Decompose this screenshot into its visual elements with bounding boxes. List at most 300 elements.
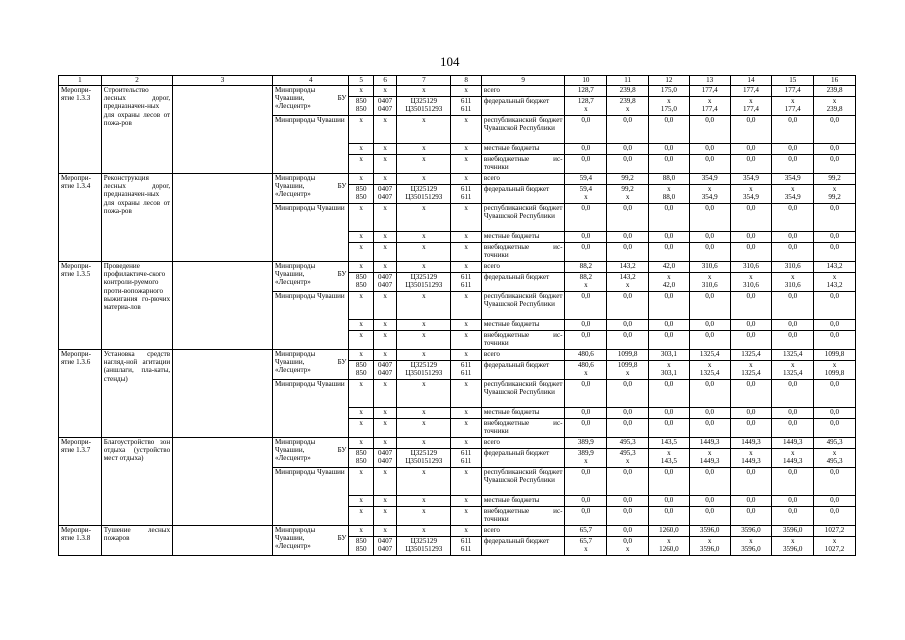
budget-code-cell: х bbox=[349, 380, 373, 408]
amount-cell: 0,0 bbox=[814, 468, 856, 496]
amount-cell: 0,0 bbox=[565, 496, 607, 507]
amount-cell: 0,0 bbox=[607, 380, 649, 408]
measure-label: Меропри-ятие 1.3.8 bbox=[59, 526, 102, 556]
funding-source-cell: внебюджетные ис-точники bbox=[481, 331, 565, 350]
amount-cell: 0,0 bbox=[814, 292, 856, 320]
budget-code-cell: 0407 0407 bbox=[373, 449, 396, 468]
amount-cell: 3596,0 bbox=[730, 526, 772, 537]
budget-code-cell: 850 850 bbox=[349, 185, 373, 204]
measure-empty-cell bbox=[173, 262, 273, 350]
amount-cell: 3596,0 bbox=[772, 526, 814, 537]
budget-code-cell: х bbox=[349, 262, 373, 273]
budget-code-cell: х bbox=[373, 204, 396, 232]
budget-code-cell: х bbox=[397, 331, 451, 350]
executor-cell: Минприроды Чувашии, БУ «Лесцентр» bbox=[273, 262, 349, 292]
amount-cell: 1099,8 х bbox=[607, 361, 649, 380]
budget-code-cell: х bbox=[397, 174, 451, 185]
funding-source-cell: местные бюджеты bbox=[481, 320, 565, 331]
table-row bbox=[59, 86, 856, 97]
amount-cell: х 177,4 bbox=[772, 97, 814, 116]
budget-code-cell: х bbox=[397, 155, 451, 174]
amount-cell: 0,0 bbox=[814, 232, 856, 243]
funding-source-cell: республиканский бюджет Чувашской Республики bbox=[481, 468, 565, 496]
amount-cell: 88,2 bbox=[565, 262, 607, 273]
amount-cell: х 354,9 bbox=[730, 185, 772, 204]
budget-code-cell: х bbox=[451, 507, 482, 526]
amount-cell: 480,6 bbox=[565, 350, 607, 361]
amount-cell: 0,0 bbox=[649, 116, 690, 144]
budget-code-cell: х bbox=[397, 350, 451, 361]
executor-cell: Минприроды Чувашии, БУ «Лесцентр» bbox=[273, 86, 349, 116]
amount-cell: х 495,3 bbox=[814, 449, 856, 468]
amount-cell: 0,0 bbox=[689, 419, 730, 438]
budget-code-cell: х bbox=[349, 232, 373, 243]
funding-source-cell: федеральный бюджет bbox=[481, 537, 565, 556]
budget-code-cell: Ц325129 Ц350151293 bbox=[397, 537, 451, 556]
amount-cell: 0,0 bbox=[607, 419, 649, 438]
budget-code-cell: х bbox=[373, 408, 396, 419]
funding-source-cell: федеральный бюджет bbox=[481, 97, 565, 116]
amount-cell: 0,0 bbox=[814, 419, 856, 438]
funding-source-cell: федеральный бюджет bbox=[481, 273, 565, 292]
amount-cell: 0,0 bbox=[689, 380, 730, 408]
budget-code-cell: х bbox=[373, 438, 396, 449]
amount-cell: 0,0 bbox=[730, 292, 772, 320]
budget-code-cell: х bbox=[397, 204, 451, 232]
amount-cell: 0,0 bbox=[730, 419, 772, 438]
budget-code-cell: х bbox=[349, 174, 373, 185]
amount-cell: х 1325,4 bbox=[772, 361, 814, 380]
amount-cell: 1027,2 bbox=[814, 526, 856, 537]
amount-cell: 0,0 bbox=[649, 155, 690, 174]
amount-cell: 0,0 bbox=[772, 507, 814, 526]
budget-code-cell: х bbox=[349, 116, 373, 144]
table-row bbox=[59, 262, 856, 273]
budget-code-cell: х bbox=[349, 438, 373, 449]
amount-cell: 0,0 bbox=[730, 204, 772, 232]
amount-cell: 303,1 bbox=[649, 350, 690, 361]
budget-code-cell: х bbox=[451, 350, 482, 361]
budget-code-cell: х bbox=[397, 232, 451, 243]
measure-empty-cell bbox=[173, 526, 273, 556]
budget-code-cell: х bbox=[397, 320, 451, 331]
amount-cell: х 1449,3 bbox=[689, 449, 730, 468]
amount-cell: 0,0 bbox=[607, 507, 649, 526]
amount-cell: 42,0 bbox=[649, 262, 690, 273]
executor-cell: Минприроды Чувашии bbox=[273, 204, 349, 262]
funding-source-cell: федеральный бюджет bbox=[481, 185, 565, 204]
amount-cell: х 143,5 bbox=[649, 449, 690, 468]
amount-cell: х 354,9 bbox=[772, 185, 814, 204]
amount-cell: 0,0 bbox=[565, 408, 607, 419]
amount-cell: 0,0 bbox=[814, 320, 856, 331]
budget-code-cell: 0407 0407 bbox=[373, 273, 396, 292]
amount-cell: 143,2 bbox=[607, 262, 649, 273]
budget-code-cell: х bbox=[451, 496, 482, 507]
amount-cell: 0,0 х bbox=[607, 537, 649, 556]
budget-code-cell: х bbox=[451, 86, 482, 97]
budget-code-cell: 611 611 bbox=[451, 273, 482, 292]
header-cell: 16 bbox=[814, 76, 856, 86]
measure-label: Меропри-ятие 1.3.5 bbox=[59, 262, 102, 350]
amount-cell: 1260,0 bbox=[649, 526, 690, 537]
budget-code-cell: 611 611 bbox=[451, 449, 482, 468]
amount-cell: 0,0 bbox=[649, 232, 690, 243]
amount-cell: 1099,8 bbox=[814, 350, 856, 361]
budget-code-cell: х bbox=[373, 144, 396, 155]
amount-cell: 0,0 bbox=[607, 408, 649, 419]
amount-cell: х 3596,0 bbox=[772, 537, 814, 556]
amount-cell: 1325,4 bbox=[772, 350, 814, 361]
budget-code-cell: х bbox=[451, 331, 482, 350]
amount-cell: 495,3 bbox=[607, 438, 649, 449]
amount-cell: 0,0 bbox=[607, 155, 649, 174]
amount-cell: 0,0 bbox=[607, 526, 649, 537]
amount-cell: 128,7 bbox=[565, 86, 607, 97]
amount-cell: 389,9 bbox=[565, 438, 607, 449]
table-body bbox=[59, 76, 856, 556]
funding-source-cell: всего bbox=[481, 438, 565, 449]
amount-cell: 480,6 х bbox=[565, 361, 607, 380]
amount-cell: х 3596,0 bbox=[730, 537, 772, 556]
amount-cell: 0,0 bbox=[772, 496, 814, 507]
amount-cell: 0,0 bbox=[649, 243, 690, 262]
budget-code-cell: х bbox=[373, 262, 396, 273]
amount-cell: 0,0 bbox=[814, 496, 856, 507]
amount-cell: 0,0 bbox=[772, 243, 814, 262]
amount-cell: х 310,6 bbox=[730, 273, 772, 292]
budget-code-cell: х bbox=[397, 438, 451, 449]
budget-code-cell: х bbox=[451, 262, 482, 273]
amount-cell: 0,0 bbox=[730, 331, 772, 350]
budget-code-cell: х bbox=[373, 155, 396, 174]
measure-label: Меропри-ятие 1.3.6 bbox=[59, 350, 102, 438]
budget-code-cell: х bbox=[451, 232, 482, 243]
budget-code-cell: х bbox=[373, 232, 396, 243]
budget-code-cell: 0407 0407 bbox=[373, 537, 396, 556]
amount-cell: 0,0 bbox=[565, 116, 607, 144]
budget-code-cell: х bbox=[373, 496, 396, 507]
amount-cell: 0,0 bbox=[649, 204, 690, 232]
amount-cell: 0,0 bbox=[689, 155, 730, 174]
budget-code-cell: х bbox=[397, 419, 451, 438]
amount-cell: 310,6 bbox=[730, 262, 772, 273]
measure-empty-cell bbox=[173, 174, 273, 262]
budget-code-cell: х bbox=[451, 292, 482, 320]
budget-code-cell: х bbox=[373, 468, 396, 496]
budget-code-cell: 611 611 bbox=[451, 361, 482, 380]
amount-cell: 0,0 bbox=[607, 144, 649, 155]
budget-code-cell: х bbox=[349, 408, 373, 419]
amount-cell: 0,0 bbox=[565, 419, 607, 438]
amount-cell: 0,0 bbox=[689, 232, 730, 243]
amount-cell: 65,7 х bbox=[565, 537, 607, 556]
measure-label: Меропри-ятие 1.3.4 bbox=[59, 174, 102, 262]
amount-cell: 0,0 bbox=[565, 243, 607, 262]
amount-cell: 0,0 bbox=[649, 496, 690, 507]
amount-cell: х 1325,4 bbox=[730, 361, 772, 380]
measure-empty-cell bbox=[173, 438, 273, 526]
amount-cell: 143,2 bbox=[814, 262, 856, 273]
amount-cell: 0,0 bbox=[649, 468, 690, 496]
budget-code-cell: х bbox=[349, 526, 373, 537]
amount-cell: 0,0 bbox=[649, 292, 690, 320]
funding-source-cell: всего bbox=[481, 350, 565, 361]
amount-cell: 1325,4 bbox=[730, 350, 772, 361]
budget-code-cell: х bbox=[349, 507, 373, 526]
budget-code-cell: Ц325129 Ц350151293 bbox=[397, 185, 451, 204]
amount-cell: х 239,8 bbox=[814, 97, 856, 116]
budget-code-cell: х bbox=[373, 507, 396, 526]
header-cell: 8 bbox=[451, 76, 482, 86]
budget-code-cell: х bbox=[397, 86, 451, 97]
budget-code-cell: х bbox=[397, 408, 451, 419]
amount-cell: 0,0 bbox=[649, 419, 690, 438]
budget-code-cell: х bbox=[373, 86, 396, 97]
header-row bbox=[59, 76, 856, 86]
amount-cell: 1325,4 bbox=[689, 350, 730, 361]
funding-source-cell: всего bbox=[481, 86, 565, 97]
budget-code-cell: х bbox=[397, 262, 451, 273]
budget-code-cell: х bbox=[349, 331, 373, 350]
header-cell: 3 bbox=[173, 76, 273, 86]
budget-code-cell: 850 850 bbox=[349, 273, 373, 292]
amount-cell: 310,6 bbox=[772, 262, 814, 273]
budget-code-cell: х bbox=[349, 468, 373, 496]
header-cell: 11 bbox=[607, 76, 649, 86]
amount-cell: 310,6 bbox=[689, 262, 730, 273]
amount-cell: 495,3 х bbox=[607, 449, 649, 468]
amount-cell: 175,0 bbox=[649, 86, 690, 97]
amount-cell: 0,0 bbox=[607, 232, 649, 243]
measure-name: Установка средств нагляд-ной агитации (аншлаги, пла-каты, стенды) bbox=[101, 350, 172, 438]
amount-cell: 0,0 bbox=[814, 331, 856, 350]
amount-cell: 0,0 bbox=[607, 243, 649, 262]
amount-cell: 0,0 bbox=[689, 116, 730, 144]
measure-name: Реконструкция лесных дорог, предназначен-ных для охраны лесов от пожа-ров bbox=[101, 174, 172, 262]
amount-cell: 354,9 bbox=[730, 174, 772, 185]
table-row bbox=[59, 174, 856, 185]
budget-code-cell: х bbox=[397, 468, 451, 496]
budget-code-cell: Ц325129 Ц350151293 bbox=[397, 361, 451, 380]
funding-source-cell: внебюджетные ис-точники bbox=[481, 155, 565, 174]
budget-code-cell: Ц325129 Ц350151293 bbox=[397, 449, 451, 468]
header-cell: 14 bbox=[730, 76, 772, 86]
budget-code-cell: х bbox=[397, 292, 451, 320]
amount-cell: 0,0 bbox=[565, 507, 607, 526]
amount-cell: 0,0 bbox=[814, 243, 856, 262]
amount-cell: 0,0 bbox=[772, 232, 814, 243]
amount-cell: 0,0 bbox=[649, 331, 690, 350]
funding-source-cell: всего bbox=[481, 262, 565, 273]
amount-cell: 239,8 х bbox=[607, 97, 649, 116]
amount-cell: 495,3 bbox=[814, 438, 856, 449]
budget-code-cell: х bbox=[373, 243, 396, 262]
amount-cell: 0,0 bbox=[730, 116, 772, 144]
amount-cell: 0,0 bbox=[730, 243, 772, 262]
budget-code-cell: х bbox=[349, 320, 373, 331]
budget-code-cell: х bbox=[451, 408, 482, 419]
amount-cell: 0,0 bbox=[814, 116, 856, 144]
amount-cell: 1449,3 bbox=[689, 438, 730, 449]
amount-cell: 0,0 bbox=[814, 155, 856, 174]
amount-cell: 0,0 bbox=[565, 144, 607, 155]
amount-cell: 0,0 bbox=[565, 292, 607, 320]
amount-cell: 177,4 bbox=[730, 86, 772, 97]
funding-source-cell: местные бюджеты bbox=[481, 144, 565, 155]
executor-cell: Минприроды Чувашии bbox=[273, 292, 349, 350]
amount-cell: х 177,4 bbox=[689, 97, 730, 116]
amount-cell: 0,0 bbox=[689, 204, 730, 232]
funding-source-cell: республиканский бюджет Чувашской Республики bbox=[481, 292, 565, 320]
executor-cell: Минприроды Чувашии, БУ «Лесцентр» bbox=[273, 526, 349, 556]
funding-source-cell: внебюджетные ис-точники bbox=[481, 507, 565, 526]
amount-cell: 0,0 bbox=[730, 408, 772, 419]
amount-cell: 0,0 bbox=[649, 320, 690, 331]
amount-cell: 0,0 bbox=[730, 496, 772, 507]
budget-code-cell: х bbox=[451, 419, 482, 438]
amount-cell: 0,0 bbox=[689, 331, 730, 350]
budget-code-cell: х bbox=[349, 350, 373, 361]
budget-table bbox=[58, 75, 856, 556]
funding-source-cell: местные бюджеты bbox=[481, 232, 565, 243]
amount-cell: 0,0 bbox=[565, 380, 607, 408]
budget-code-cell: х bbox=[397, 144, 451, 155]
executor-cell: Минприроды Чувашии bbox=[273, 116, 349, 174]
amount-cell: 0,0 bbox=[772, 155, 814, 174]
amount-cell: 0,0 bbox=[772, 292, 814, 320]
budget-code-cell: х bbox=[373, 116, 396, 144]
table-row bbox=[59, 438, 856, 449]
page-number: 104 bbox=[440, 54, 460, 69]
amount-cell: 0,0 bbox=[565, 331, 607, 350]
budget-code-cell: х bbox=[451, 204, 482, 232]
amount-cell: 0,0 bbox=[689, 144, 730, 155]
header-cell: 15 bbox=[772, 76, 814, 86]
amount-cell: 3596,0 bbox=[689, 526, 730, 537]
header-cell: 9 bbox=[481, 76, 565, 86]
amount-cell: 0,0 bbox=[565, 204, 607, 232]
amount-cell: 0,0 bbox=[772, 144, 814, 155]
amount-cell: 0,0 bbox=[607, 496, 649, 507]
budget-code-cell: 0407 0407 bbox=[373, 97, 396, 116]
funding-source-cell: всего bbox=[481, 174, 565, 185]
amount-cell: 0,0 bbox=[689, 292, 730, 320]
funding-source-cell: федеральный бюджет bbox=[481, 449, 565, 468]
budget-code-cell: 611 611 bbox=[451, 185, 482, 204]
amount-cell: х 1449,3 bbox=[730, 449, 772, 468]
amount-cell: 0,0 bbox=[772, 320, 814, 331]
amount-cell: 0,0 bbox=[814, 204, 856, 232]
amount-cell: 88,2 х bbox=[565, 273, 607, 292]
amount-cell: х 303,1 bbox=[649, 361, 690, 380]
amount-cell: 0,0 bbox=[689, 243, 730, 262]
budget-code-cell: х bbox=[373, 292, 396, 320]
amount-cell: 0,0 bbox=[565, 155, 607, 174]
budget-code-cell: х bbox=[373, 331, 396, 350]
measure-name: Проведение профилактиче-ского контроли-руемого проти-вопожарного выжигания го-рючих материа-лов bbox=[101, 262, 172, 350]
budget-code-cell: х bbox=[349, 496, 373, 507]
budget-code-cell: х bbox=[349, 292, 373, 320]
budget-code-cell: 611 611 bbox=[451, 97, 482, 116]
amount-cell: 99,2 bbox=[607, 174, 649, 185]
budget-code-cell: х bbox=[397, 243, 451, 262]
budget-code-cell: х bbox=[451, 320, 482, 331]
amount-cell: 0,0 bbox=[689, 468, 730, 496]
amount-cell: 0,0 bbox=[730, 144, 772, 155]
budget-code-cell: Ц325129 Ц350151293 bbox=[397, 97, 451, 116]
amount-cell: 88,0 bbox=[649, 174, 690, 185]
funding-source-cell: республиканский бюджет Чувашской Республики bbox=[481, 204, 565, 232]
budget-code-cell: х bbox=[397, 526, 451, 537]
budget-code-cell: х bbox=[397, 507, 451, 526]
header-cell: 10 bbox=[565, 76, 607, 86]
budget-code-cell: х bbox=[451, 116, 482, 144]
budget-code-cell: х bbox=[451, 468, 482, 496]
budget-code-cell: х bbox=[373, 419, 396, 438]
amount-cell: 0,0 bbox=[730, 232, 772, 243]
header-cell: 12 bbox=[649, 76, 690, 86]
funding-source-cell: местные бюджеты bbox=[481, 408, 565, 419]
funding-source-cell: республиканский бюджет Чувашской Республики bbox=[481, 116, 565, 144]
amount-cell: х 310,6 bbox=[689, 273, 730, 292]
amount-cell: 0,0 bbox=[565, 320, 607, 331]
budget-code-cell: 850 850 bbox=[349, 361, 373, 380]
budget-code-cell: х bbox=[451, 243, 482, 262]
amount-cell: 0,0 bbox=[649, 144, 690, 155]
amount-cell: 0,0 bbox=[814, 144, 856, 155]
budget-code-cell: х bbox=[373, 320, 396, 331]
amount-cell: 0,0 bbox=[649, 408, 690, 419]
measure-label: Меропри-ятие 1.3.7 bbox=[59, 438, 102, 526]
amount-cell: 0,0 bbox=[730, 320, 772, 331]
amount-cell: 0,0 bbox=[814, 408, 856, 419]
budget-code-cell: х bbox=[373, 380, 396, 408]
amount-cell: 59,4 х bbox=[565, 185, 607, 204]
budget-code-cell: 611 611 bbox=[451, 537, 482, 556]
budget-code-cell: 850 850 bbox=[349, 537, 373, 556]
amount-cell: 0,0 bbox=[689, 496, 730, 507]
amount-cell: 0,0 bbox=[689, 408, 730, 419]
amount-cell: 0,0 bbox=[730, 155, 772, 174]
amount-cell: 0,0 bbox=[814, 507, 856, 526]
amount-cell: 0,0 bbox=[689, 507, 730, 526]
budget-code-cell: х bbox=[451, 174, 482, 185]
amount-cell: 239,8 bbox=[607, 86, 649, 97]
amount-cell: х 1325,4 bbox=[689, 361, 730, 380]
budget-code-cell: х bbox=[451, 438, 482, 449]
budget-code-cell: х bbox=[349, 243, 373, 262]
budget-code-cell: х bbox=[451, 526, 482, 537]
budget-code-cell: х bbox=[397, 496, 451, 507]
amount-cell: х 42,0 bbox=[649, 273, 690, 292]
funding-source-cell: внебюджетные ис-точники bbox=[481, 243, 565, 262]
budget-code-cell: 0407 0407 bbox=[373, 361, 396, 380]
amount-cell: х 310,6 bbox=[772, 273, 814, 292]
amount-cell: х 175,0 bbox=[649, 97, 690, 116]
header-cell: 1 bbox=[59, 76, 102, 86]
amount-cell: х 177,4 bbox=[730, 97, 772, 116]
budget-code-cell: 850 850 bbox=[349, 97, 373, 116]
amount-cell: 0,0 bbox=[607, 468, 649, 496]
executor-cell: Минприроды Чувашии, БУ «Лесцентр» bbox=[273, 350, 349, 380]
amount-cell: 177,4 bbox=[772, 86, 814, 97]
amount-cell: 1099,8 bbox=[607, 350, 649, 361]
budget-code-cell: х bbox=[373, 350, 396, 361]
amount-cell: 65,7 bbox=[565, 526, 607, 537]
amount-cell: 354,9 bbox=[772, 174, 814, 185]
amount-cell: 0,0 bbox=[772, 204, 814, 232]
